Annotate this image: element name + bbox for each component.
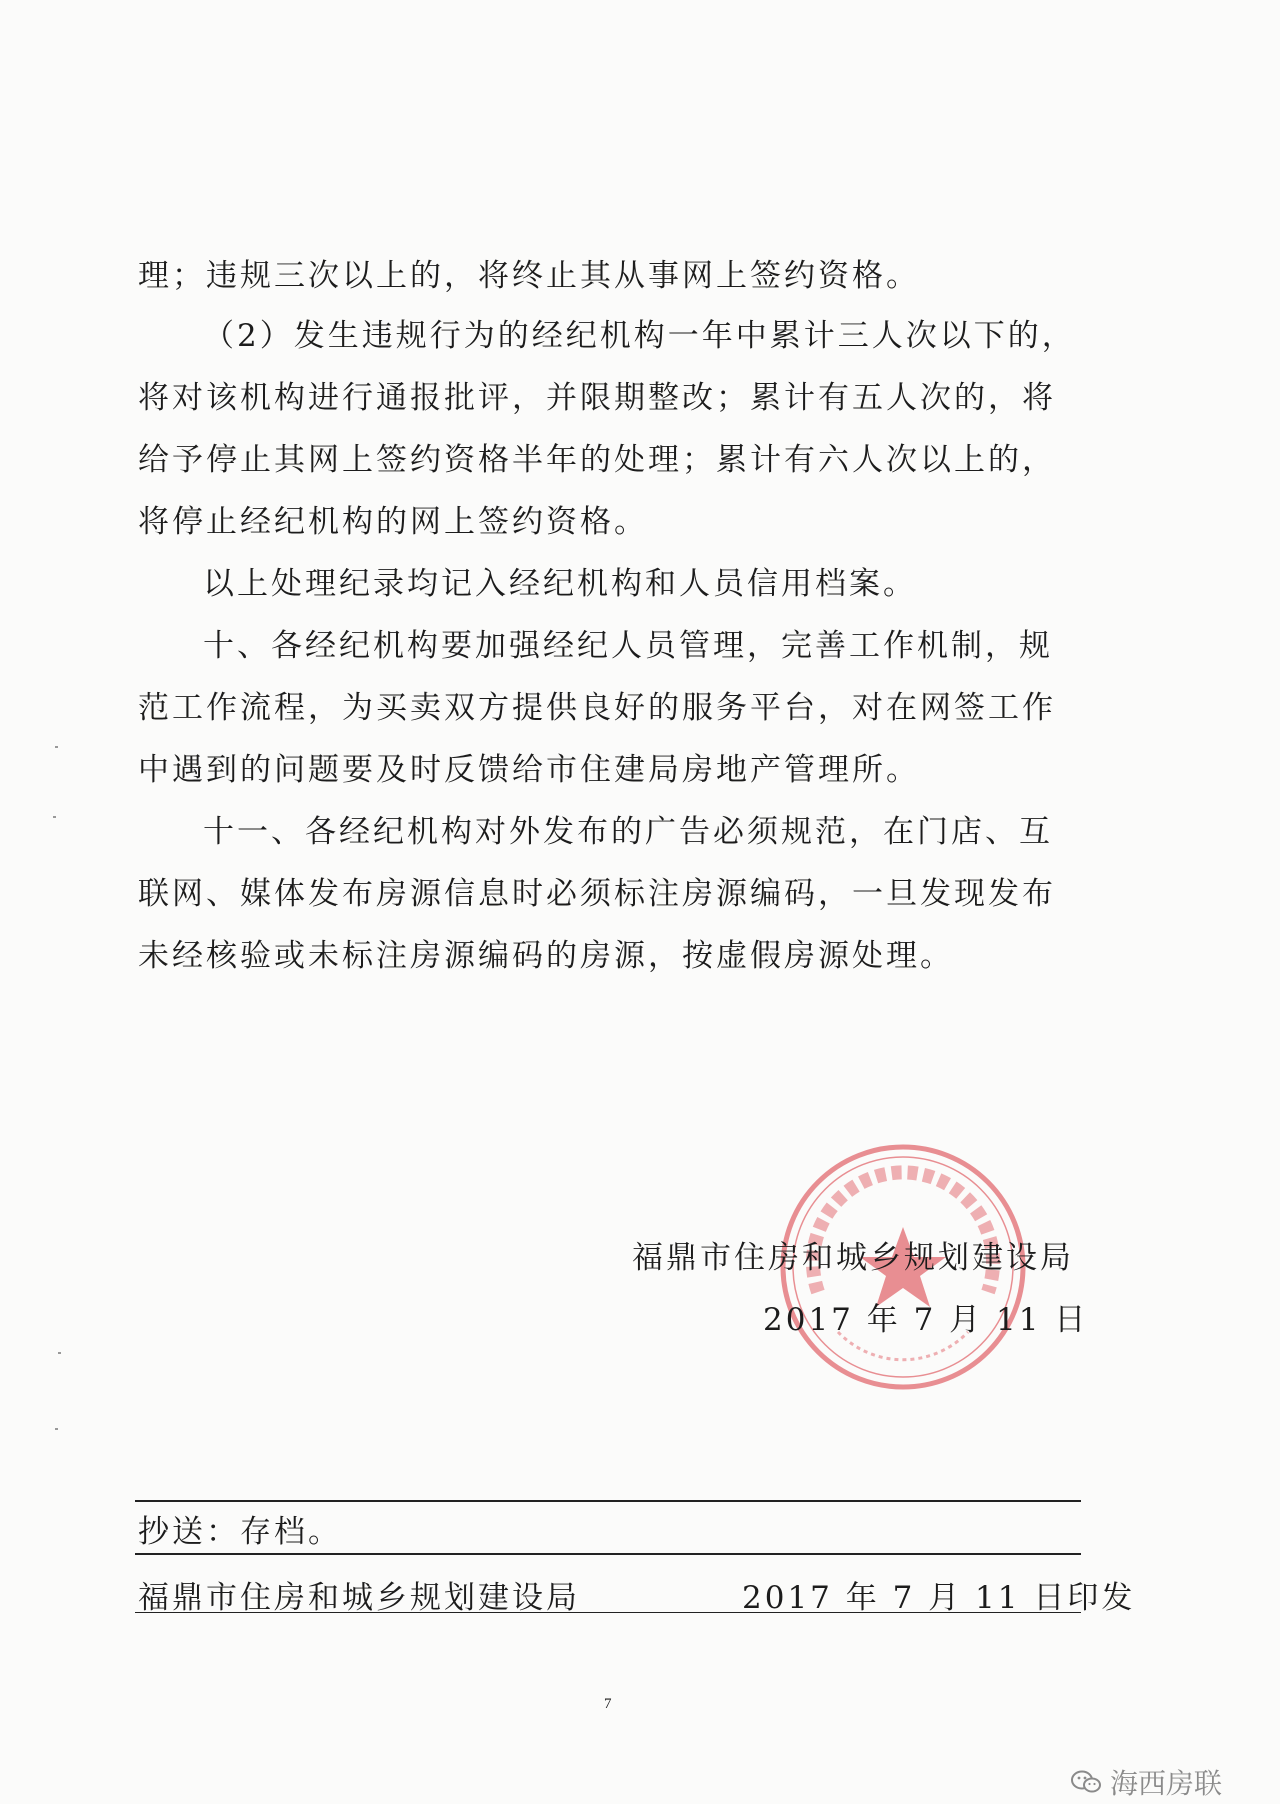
body-line-9: 中遇到的问题要及时反馈给市住建局房地产管理所。 bbox=[138, 752, 920, 788]
footer-rule-bottom bbox=[135, 1612, 1081, 1613]
scan-speck bbox=[55, 1428, 58, 1430]
body-line-7: 十、各经纪机构要加强经纪人员管理，完善工作机制，规 bbox=[203, 628, 1053, 664]
body-line-2: （2）发生违规行为的经纪机构一年中累计三人次以下的， bbox=[203, 318, 1076, 354]
scan-speck bbox=[53, 816, 56, 818]
watermark-text: 海西房联 bbox=[1110, 1767, 1223, 1800]
footer-org: 福鼎市住房和城乡规划建设局 bbox=[138, 1580, 580, 1616]
body-line-10: 十一、各经纪机构对外发布的广告必须规范，在门店、互 bbox=[203, 814, 1053, 850]
cc-line: 抄送：存档。 bbox=[138, 1514, 342, 1550]
body-line-8: 范工作流程，为买卖双方提供良好的服务平台，对在网签工作 bbox=[138, 690, 1056, 726]
wechat-icon bbox=[1070, 1769, 1102, 1795]
signature-org: 福鼎市住房和城乡规划建设局 bbox=[632, 1240, 1074, 1276]
body-line-11: 联网、媒体发布房源信息时必须标注房源编码，一旦发现发布 bbox=[138, 876, 1056, 912]
footer-rule-middle bbox=[135, 1553, 1081, 1555]
footer-date: 2017 年 7 月 11 日印发 bbox=[742, 1580, 1136, 1616]
page-number: 7 bbox=[604, 1696, 612, 1712]
footer-rule-top bbox=[135, 1500, 1081, 1502]
body-line-4: 给予停止其网上签约资格半年的处理；累计有六人次以上的， bbox=[138, 442, 1056, 478]
body-line-1: 理；违规三次以上的，将终止其从事网上签约资格。 bbox=[138, 258, 920, 294]
body-line-12: 未经核验或未标注房源编码的房源，按虚假房源处理。 bbox=[138, 938, 954, 974]
watermark bbox=[1070, 1762, 1222, 1802]
body-line-5: 将停止经纪机构的网上签约资格。 bbox=[138, 504, 648, 540]
body-line-6: 以上处理纪录均记入经纪机构和人员信用档案。 bbox=[203, 566, 917, 602]
body-line-3: 将对该机构进行通报批评，并限期整改；累计有五人次的，将 bbox=[138, 380, 1056, 416]
scan-speck bbox=[55, 746, 58, 748]
scan-speck bbox=[58, 1352, 61, 1354]
signature-date: 2017 年 7 月 11 日 bbox=[763, 1302, 1089, 1338]
